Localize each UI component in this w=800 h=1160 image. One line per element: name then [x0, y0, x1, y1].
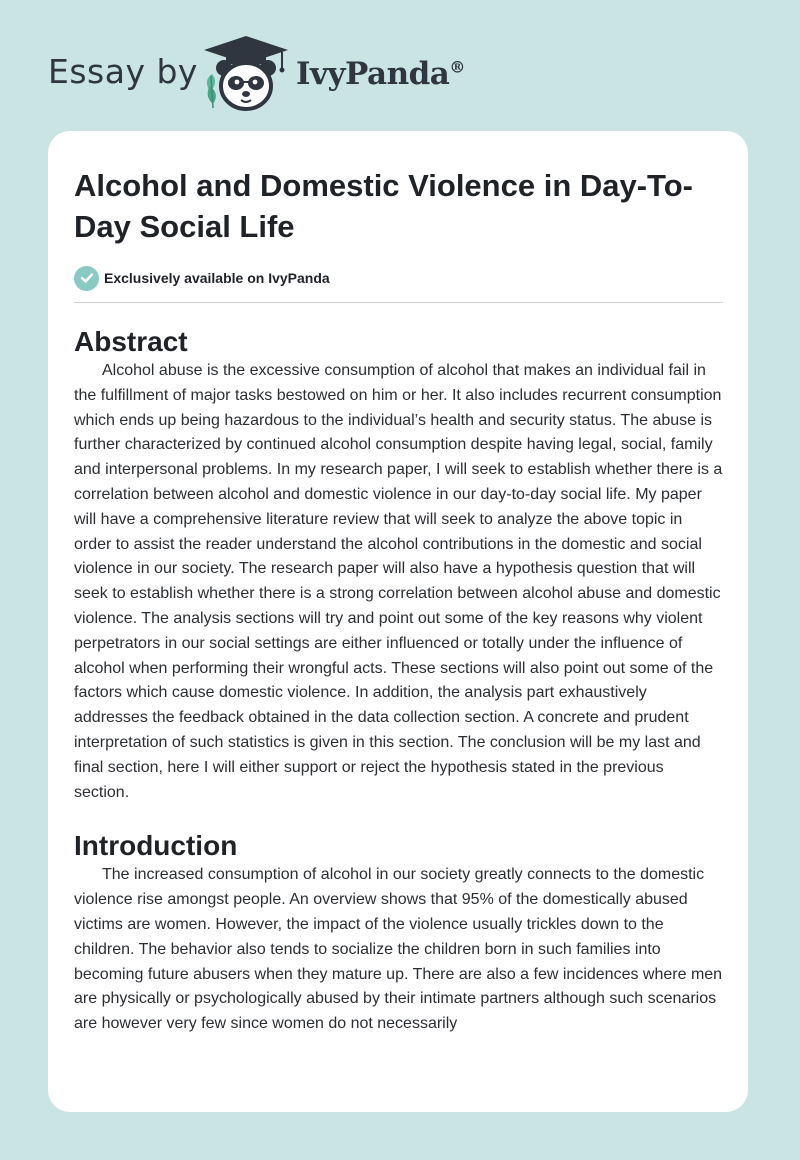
- site-header: [48, 30, 548, 114]
- section-heading-abstract: Abstract: [74, 326, 188, 357]
- essay-card: [48, 131, 748, 1112]
- panda-graduate-logo-icon[interactable]: [200, 34, 292, 112]
- essay-content: [74, 165, 723, 1037]
- essay-by-label: Essay by: [48, 52, 198, 91]
- check-circle-icon: [74, 266, 99, 291]
- introduction-paragraph: The increased consumption of alcohol in our society greatly connects to the domestic violence rise amongst people. An overview shows that 95% of the domestically abused victims are women. However, the impact of the violence usually trickles down to the children. The behavior also tends to socialize the children born in such families into becoming future abusers when they mature up. There are also a few incidences where men are physically or psychologically abused by their intimate partners although such scenarios are however very few since women do not necessarily: [74, 866, 723, 1033]
- brand-name[interactable]: IvyPanda®: [296, 56, 465, 92]
- section-heading-introduction: Introduction: [74, 830, 238, 862]
- divider: [74, 302, 723, 303]
- exclusive-label: Exclusively available on IvyPanda: [104, 270, 330, 286]
- exclusive-badge: [74, 265, 723, 291]
- page-title: Alcohol and Domestic Violence in Day-To-Day Social Life: [74, 168, 693, 244]
- abstract-paragraph: Alcohol abuse is the excessive consumption of alcohol that makes an individual fail in the fulfillment of major tasks bestowed on him or her. It also includes recurrent consumption which ends up being hazardous to the individual’s health and security status. The abuse is further characterized by continued alcohol consumption despite having legal, social, family and interpersonal problems. In my research paper, I will seek to establish whether there is a correlation between alcohol and domestic violence in our day-to-day social life. My paper will have a comprehensive literature review that will seek to analyze the above topic in order to assist the reader understand the alcohol contributions in the domestic and social violence in our society. The research paper will also have a hypothesis question that will seek to establish whether there is a strong correlation between alcohol abuse and domestic violence. The analysis sections will try and point out some of the key reasons why violent perpetrators in our social settings are either influenced or totally under the influence of alcohol when performing their wrongful acts. These sections will also point out some of the factors which cause domestic violence. In addition, the analysis part exhaustively addresses the feedback obtained in the data collection section. A concrete and prudent interpretation of such statistics is given in this section. The conclusion will be my last and final section, here I will either support or reject the hypothesis stated in the previous section.: [74, 362, 723, 801]
